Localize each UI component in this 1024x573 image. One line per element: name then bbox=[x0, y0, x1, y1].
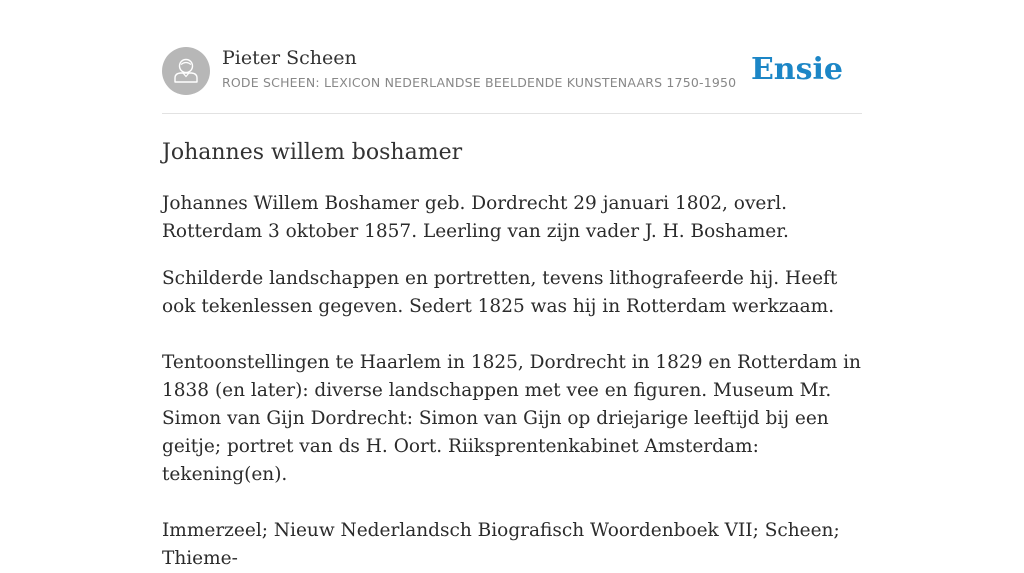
entry-paragraph-exhibitions: Tentoonstellingen te Haarlem in 1825, Dordrecht in 1829 en Rotterdam in 1838 (en later): diverse landschappen met vee en figuren. Museum Mr. Simon van Gijn Dordrecht: Simon van Gijn op driejarige leeftijd bij een geitje; portret van ds H. Oort. Riiksprentenkabinet Amsterdam: tekening(en). bbox=[162, 352, 861, 485]
source-publication[interactable]: RODE SCHEEN: LEXICON NEDERLANDSE BEELDENDE KUNSTENAARS 1750-1950 bbox=[222, 75, 737, 90]
entry-paragraph-literature: Immerzeel; Nieuw Nederlandsch Biografisch Woordenboek VII; Scheen; Thieme- bbox=[162, 520, 840, 569]
avatar[interactable] bbox=[162, 47, 210, 95]
page-container bbox=[162, 0, 862, 569]
entry-body bbox=[162, 190, 862, 573]
entry-paragraph-work: Schilderde landschappen en portretten, tevens lithografeerde hij. Heeft ook tekenlessen gegeven. Sedert 1825 was hij in Rotterdam werkzaam. bbox=[162, 268, 838, 317]
entry-title: Johannes willem boshamer bbox=[162, 140, 463, 165]
entry-paragraph-bio: Johannes Willem Boshamer geb. Dordrecht 29 januari 1802, overl. Rotterdam 3 oktober 1857. Leerling van zijn vader J. H. Boshamer. bbox=[162, 193, 789, 242]
ensie-logo-link[interactable]: Ensie bbox=[750, 52, 843, 87]
entry-header bbox=[162, 0, 862, 114]
user-icon bbox=[162, 47, 210, 95]
paragraph-spacer bbox=[162, 489, 862, 517]
author-name[interactable]: Pieter Scheen bbox=[222, 47, 357, 69]
paragraph-spacer bbox=[162, 321, 862, 349]
